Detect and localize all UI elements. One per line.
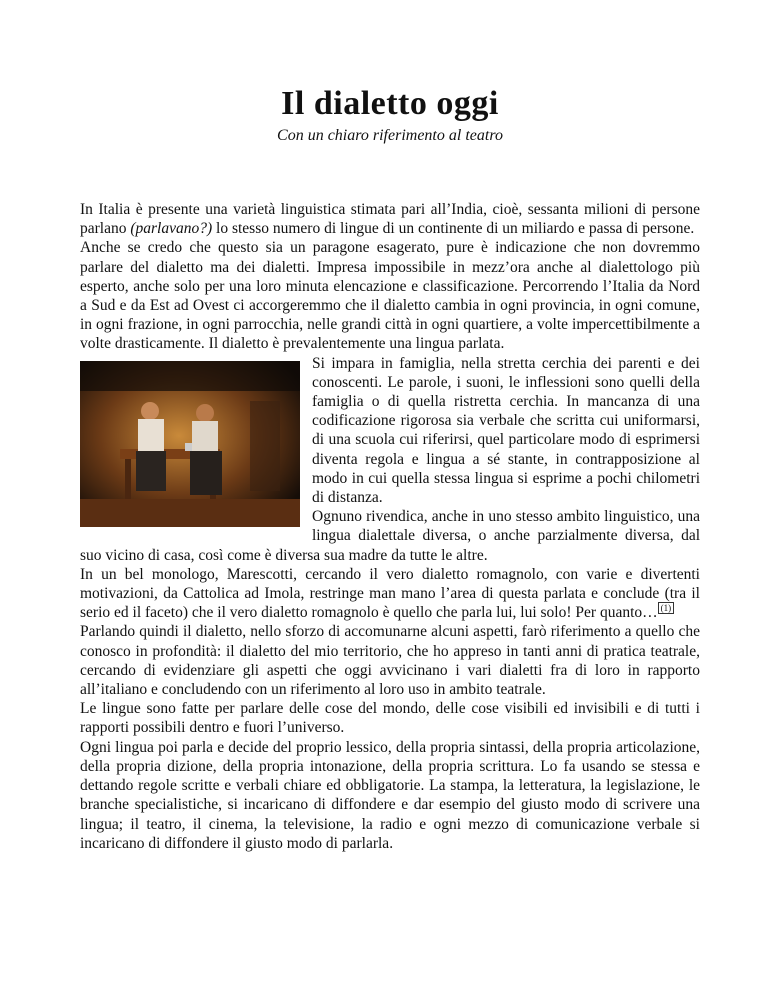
document-page [80, 70, 700, 853]
paragraph-2: Anche se credo che questo sia un paragone esagerato, pure è indicazione che non dovremmo parlare del dialetto ma dei dialetti. Impresa impossibile in mezz’ora anche al dialettologo più esperto, anche solo per una loro minuta elencazione e classificazione. Percorrendo l’Italia da Nord a Sud e da Est ad Ovest ci accorgeremmo che il dialetto cambia in ogni provincia, in ogni comune, in ogni frazione, in ogni parrocchia, nelle grandi città in ogni quartiere, a volte impercettibilmente a volte drasticamente. Il dialetto è prevalentemente una lingua parlata. [80, 239, 700, 353]
footnote-ref[interactable]: (1) [658, 602, 675, 614]
paragraph-4: Ognuno rivendica, anche in uno stesso ambito linguistico, una lingua dialettale diversa, o anche parzialmente diversa, dal suo vicino di casa, così come è diversa sua madre da tutte le altre. [80, 508, 700, 564]
paragraph-7: Le lingue sono fatte per parlare delle cose del mondo, delle cose visibili ed invisibili e di tutti i rapporti possibili dentro e fuori l’universo. [80, 700, 700, 737]
italic-aside: (parlavano?) [130, 220, 213, 238]
stage-photo-icon [80, 361, 300, 527]
paragraph-8: Ogni lingua poi parla e decide del proprio lessico, della propria sintassi, della propria articolazione, della propria dizione, della propria intonazione, della propria scrittura. Lo fa usando se stessa e dettando regole scritte e verbali chiare ed obbligatorie. La stampa, la letteratura, la legislazione, le branche specialistiche, si incaricano di diffondere e dar esempio del giusto modo di scrivere una lingua; il teatro, il cinema, la televisione, la radio e ogni mezzo di comunicazione verbale si incaricano di diffondere il giusto modo di parlarla. [80, 738, 700, 852]
document-title: Il dialetto oggi [281, 85, 499, 122]
paragraph-5: In un bel monologo, Marescotti, cercando il vero dialetto romagnolo, con varie e divertenti motivazioni, da Cattolica ad Imola, restringe man mano l’area di questa parlata e conclude (tra il serio ed il faceto) che il vero dialetto romagnolo è quello che parla lui, lui solo! Per quanto… $^{(1)}$ [80, 565, 700, 622]
document-body [80, 200, 700, 853]
paragraph-3: Si impara in famiglia, nella stretta cerchia dei parenti e dei conoscenti. Le parole, i suoni, le inflessioni sono quelli della famiglia o di quella ristretta cerchia. In mancanza di una codificazione rigorosa sia verbale che scritta cui uniformarsi, di una scuola cui riferirsi, quel particolare modo di esprimersi diventa regola e lingua a sé stante, in contrapposizione al modo in cui quella stessa lingua si esprime a pochi chilometri di distanza. [312, 354, 700, 507]
document-subtitle: Con un chiaro riferimento al teatro [277, 127, 503, 144]
theater-photo [80, 361, 300, 527]
paragraph-1: In Italia è presente una varietà linguistica stimata pari all’India, cioè, sessanta milioni di persone parlano (parlavano?) lo stesso numero di lingue di un continente di un miliardo e passa di persone. [80, 201, 700, 238]
paragraph-6: Parlando quindi il dialetto, nello sforzo di accomunarne alcuni aspetti, farò riferimento a quello che conosco in profondità: il dialetto del mio territorio, che ho appreso in tanti anni di pratica teatrale, cercando di evidenziare gli aspetti che oggi avvicinano i vari dialetti fra di loro in rapporto all’italiano e concludendo con un riferimento al loro uso in ambito teatrale. [80, 623, 700, 699]
